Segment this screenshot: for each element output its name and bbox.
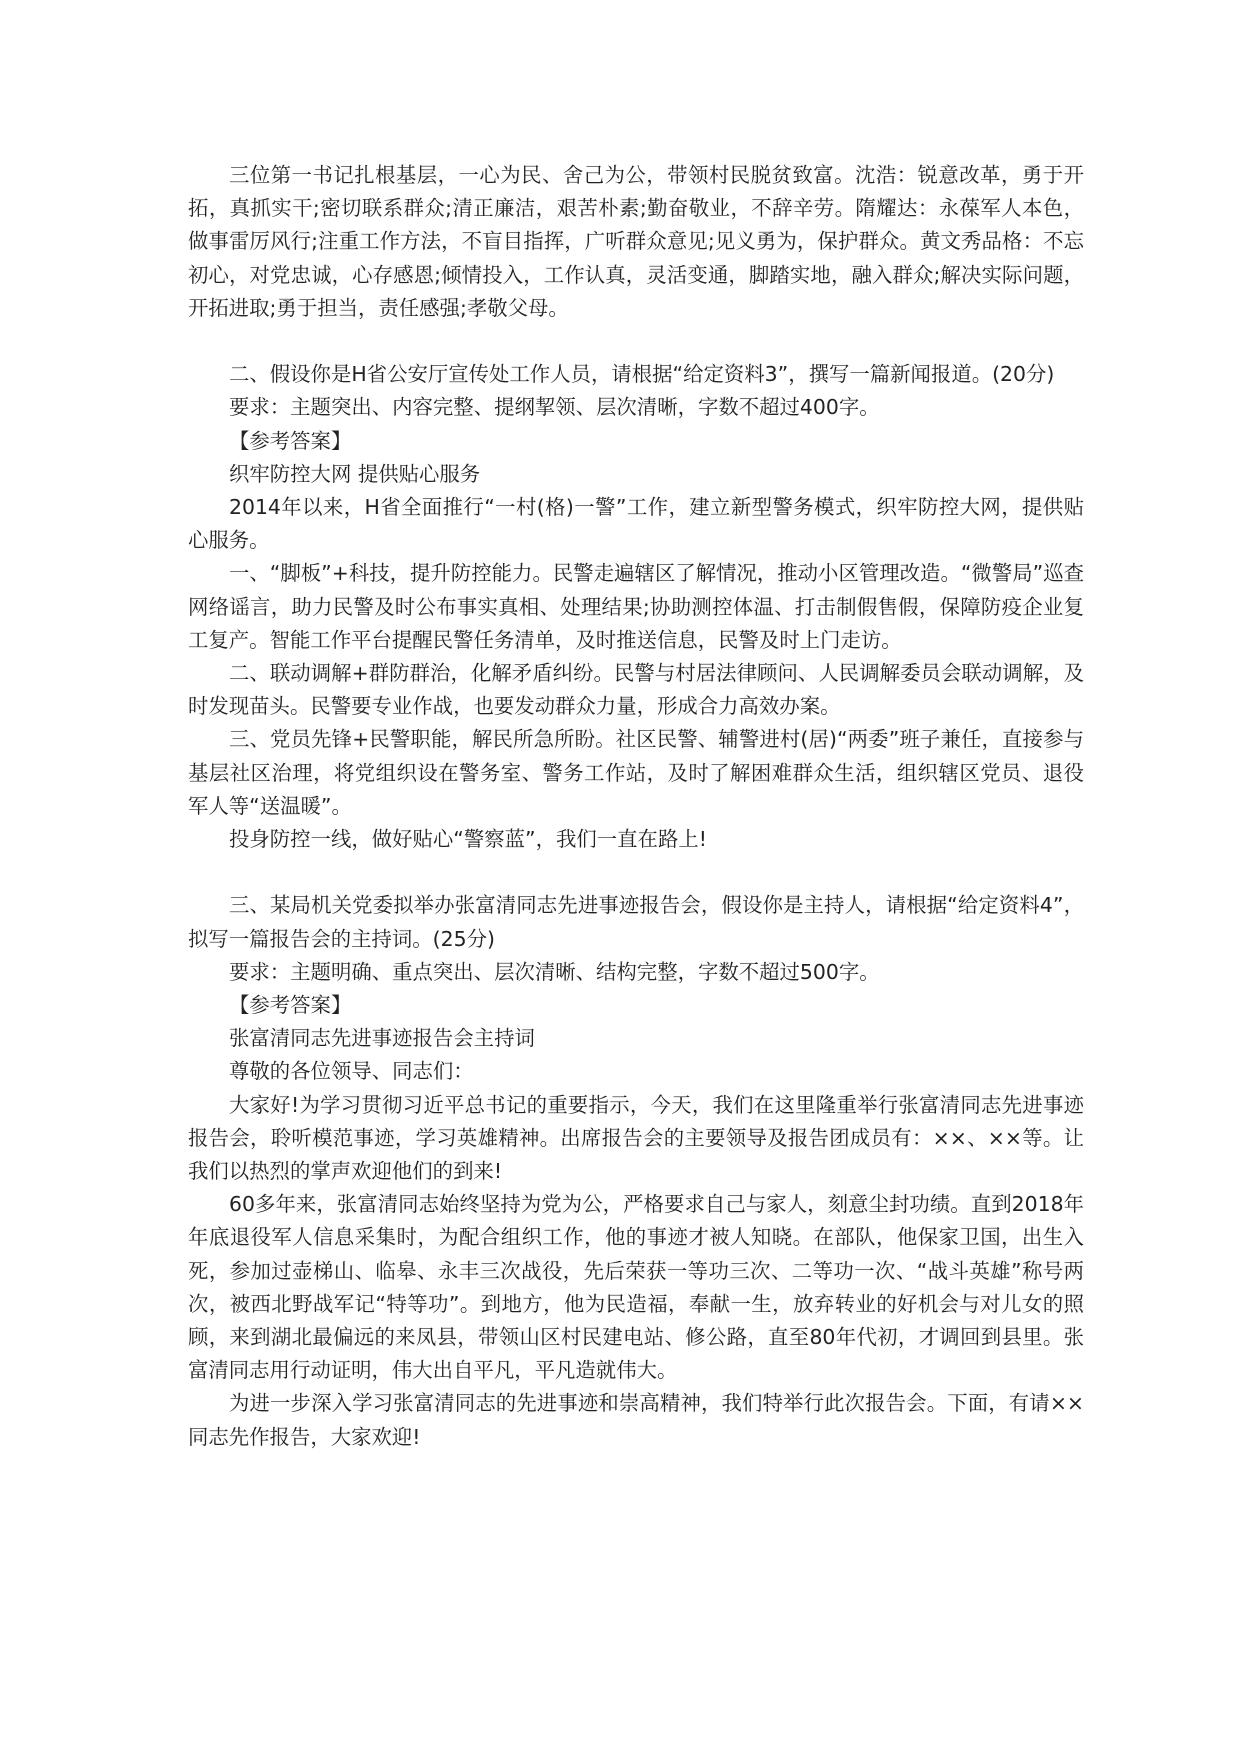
- section-gap: [188, 325, 1084, 358]
- question-2-requirement: 要求：主题突出、内容完整、提纲挈领、层次清晰，字数不超过400字。: [229, 395, 880, 420]
- news-report-paragraph: 一、“脚板”+科技，提升防控能力。民警走遍辖区了解情况，推动小区管理改造。“微警局”巡查网络谣言，助力民警及时公布事实真相、处理结果;协助测控体温、打击制假售假，保障防疫企业复工复产。智能工作平台提醒民警任务清单，及时推送信息，民警及时上门走访。: [188, 561, 1084, 652]
- host-speech-salutation: 尊敬的各位领导、同志们：: [229, 1059, 474, 1084]
- news-report-paragraph: 投身防控一线，做好贴心“警察蓝”，我们一直在路上!: [229, 827, 707, 852]
- section-gap: [188, 856, 1084, 889]
- host-speech-paragraph: 为进一步深入学习张富清同志的先进事迹和崇高精神，我们特举行此次报告会。下面，有请××同志先作报告，大家欢迎!: [188, 1391, 1084, 1449]
- section1-summary: 三位第一书记扎根基层，一心为民、舍己为公，带领村民脱贫致富。沈浩：锐意改革，勇于开拓，真抓实干;密切联系群众;清正廉洁，艰苦朴素;勤奋敬业，不辞辛劳。隋耀达：永葆军人本色，做事雷厉风行;注重工作方法，不盲目指挥，广听群众意见;见义勇为，保护群众。黄文秀品格：不忘初心，对党忠诚，心存感恩;倾情投入，工作认真，灵活变通，脚踏实地，融入群众;解决实际问题，开拓进取;勇于担当，责任感强;孝敬父母。: [188, 163, 1084, 320]
- news-report-paragraph: 三、党员先锋+民警职能，解民所急所盼。社区民警、辅警进村(居)“两委”班子兼任，直接参与基层社区治理，将党组织设在警务室、警务工作站，及时了解困难群众生活，组织辖区党员、退役军人等“送温暖”。: [188, 727, 1084, 818]
- news-report-paragraph: 二、联动调解+群防群治，化解矛盾纠纷。民警与村居法律顾问、人民调解委员会联动调解，及时发现苗头。民警要专业作战，也要发动群众力量，形成合力高效办案。: [188, 661, 1084, 719]
- news-report-title: 织牢防控大网 提供贴心服务: [229, 461, 481, 486]
- question-2: 二、假设你是H省公安厅宣传处工作人员，请根据“给定资料3”，撰写一篇新闻报道。(20分): [229, 362, 1055, 387]
- question-3-answer-label: 【参考答案】: [229, 993, 352, 1018]
- question-3: 三、某局机关党委拟举办张富清同志先进事迹报告会，假设你是主持人，请根据“给定资料4”，拟写一篇报告会的主持词。(25分): [188, 893, 1084, 951]
- news-report-paragraph: 2014年以来，H省全面推行“一村(格)一警”工作，建立新型警务模式，织牢防控大网，提供贴心服务。: [188, 495, 1084, 553]
- question-2-answer-label: 【参考答案】: [229, 428, 352, 453]
- document-page: [188, 159, 1084, 1454]
- host-speech-paragraph: 大家好!为学习贯彻习近平总书记的重要指示，今天，我们在这里隆重举行张富清同志先进事迹报告会，聆听模范事迹，学习英雄精神。出席报告会的主要领导及报告团成员有：××、××等。让我们以热烈的掌声欢迎他们的到来!: [188, 1092, 1084, 1184]
- host-speech-title: 张富清同志先进事迹报告会主持词: [229, 1026, 535, 1051]
- host-speech-paragraph: 60多年来，张富清同志始终坚持为党为公，严格要求自己与家人，刻意尘封功绩。直到2018年年底退役军人信息采集时，为配合组织工作，他的事迹才被人知晓。在部队，他保家卫国，出生入死，参加过壶梯山、临皋、永丰三次战役，先后荣获一等功三次、二等功一次、“战斗英雄”称号两次，被西北野战军记“特等功”。到地方，他为民造福，奉献一生，放弃转业的好机会与对儿女的照顾，来到湖北最偏远的来凤县，带领山区村民建电站、修公路，直至80年代初，才调回到县里。张富清同志用行动证明，伟大出自平凡，平凡造就伟大。: [188, 1192, 1084, 1383]
- question-3-requirement: 要求：主题明确、重点突出、层次清晰、结构完整，字数不超过500字。: [229, 959, 880, 984]
